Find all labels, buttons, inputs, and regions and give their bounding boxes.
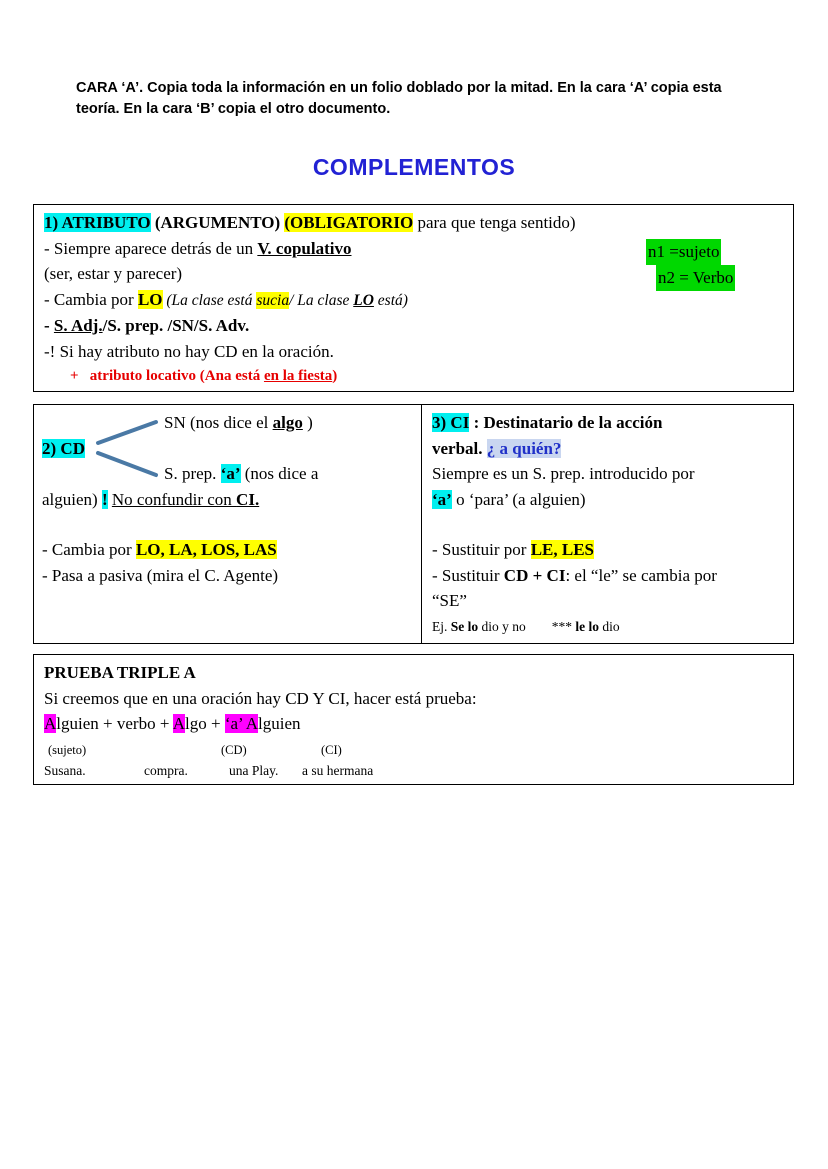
example-ci: a su hermana bbox=[302, 762, 374, 778]
cd-pasiva-line: - Pasa a pasiva (mira el C. Agente) bbox=[42, 565, 279, 585]
atributo-line-5: - S. Adj./S. prep. /SN/S. Adv. bbox=[44, 316, 250, 335]
ci-sustituir-line: - Sustituir por LE, LES bbox=[432, 540, 595, 559]
cd-branch-sprep: S. prep. ‘a’ (nos dice a bbox=[164, 464, 319, 483]
ci-se-line: “SE” bbox=[432, 591, 467, 610]
ci-sustituir-cdci-line: - Sustituir CD + CI: el “le” se cambia por bbox=[432, 565, 717, 585]
cd-column bbox=[34, 405, 422, 643]
cd-ci-box bbox=[33, 404, 794, 644]
ci-line-3: Siempre es un S. prep. introducido por bbox=[432, 464, 695, 483]
label-sujeto: (sujeto) bbox=[48, 742, 87, 757]
a-quien-highlight: ¿ a quién? bbox=[486, 438, 562, 458]
le-les-highlight: LE, LES bbox=[530, 540, 595, 559]
algo-a-highlight: A bbox=[172, 714, 185, 733]
label-ci: (CI) bbox=[321, 742, 342, 757]
obligatorio-highlight: (OBLIGATORIO bbox=[284, 213, 414, 232]
a-alguien-highlight: ‘a’ A bbox=[224, 714, 259, 733]
atributo-line-3: (ser, estar y parecer) bbox=[44, 264, 183, 283]
spacer bbox=[42, 512, 413, 537]
page-title: COMPLEMENTOS bbox=[312, 154, 516, 180]
label-cd: (CD) bbox=[221, 742, 247, 757]
cd-branch-sn: SN (nos dice el algo ) bbox=[164, 413, 313, 432]
ci-line-4: ‘a’ o ‘para’ (a alguien) bbox=[432, 489, 586, 509]
header-note: CARA ‘A’. Copia toda la información en un folio doblado por la mitad. En la cara ‘A’ copia esta teoría. En la cara ‘B’ copia el otro documento. bbox=[76, 80, 722, 117]
green-label-n1: n1 =sujeto bbox=[646, 239, 721, 265]
ci-heading-line-2: verbal. ¿ a quién? bbox=[432, 438, 562, 458]
a-highlight: ‘a’ bbox=[432, 489, 452, 509]
spacer bbox=[432, 512, 783, 537]
atributo-line-4: - Cambia por LO (La clase está sucia/ La clase LO está) bbox=[44, 289, 408, 309]
atributo-line-1: 1) ATRIBUTO (ARGUMENTO) (OBLIGATORIO para que tenga sentido) bbox=[44, 213, 576, 232]
ci-column bbox=[422, 405, 793, 643]
bang-highlight: ! bbox=[101, 489, 108, 509]
cd-cambia-line: - Cambia por LO, LA, LOS, LAS bbox=[42, 540, 277, 559]
alguien-a-highlight: A bbox=[44, 714, 57, 733]
prueba-line-2: Si creemos que en una oración hay CD Y CI, hacer está prueba: bbox=[44, 688, 477, 708]
cd-warning-line: alguien) ! No confundir con CI. bbox=[42, 489, 260, 509]
lo-la-los-las-highlight: LO, LA, LOS, LAS bbox=[135, 540, 277, 559]
sucia-highlight: sucia bbox=[256, 291, 290, 309]
cd-label-line bbox=[42, 436, 413, 462]
example-sujeto: Susana. bbox=[44, 762, 86, 778]
atributo-line-2: - Siempre aparece detrás de un V. copulativo bbox=[44, 238, 352, 258]
atributo-box bbox=[33, 204, 794, 392]
lo-highlight: LO bbox=[137, 289, 163, 309]
prueba-triple-a-box bbox=[33, 654, 794, 785]
green-label-n2: n2 = Verbo bbox=[656, 265, 735, 291]
prueba-formula-line: Alguien + verbo + Algo + ‘a’ Alguien bbox=[44, 714, 301, 733]
ci-heading-line: 3) CI : Destinatario de la acción bbox=[432, 413, 663, 432]
ci-example-line: Ej. Se lo dio y no *** le lo dio bbox=[432, 618, 620, 634]
cd-heading-highlight: 2) CD bbox=[42, 438, 85, 458]
atributo-heading-highlight: 1) ATRIBUTO bbox=[44, 213, 151, 232]
atributo-line-6: -! Si hay atributo no hay CD en la oración. bbox=[44, 341, 334, 361]
a-highlight: ‘a’ bbox=[220, 464, 241, 483]
prueba-title: PRUEBA TRIPLE A bbox=[44, 663, 196, 682]
example-verbo: compra. bbox=[144, 762, 188, 778]
example-cd: una Play. bbox=[229, 762, 279, 778]
v-copulativo: V. copulativo bbox=[257, 238, 352, 258]
prueba-annotation-rows bbox=[44, 738, 783, 784]
atributo-locativo-note: + atributo locativo (Ana está en la fiesta) bbox=[70, 368, 338, 384]
ci-heading-highlight: 3) CI bbox=[432, 413, 470, 432]
